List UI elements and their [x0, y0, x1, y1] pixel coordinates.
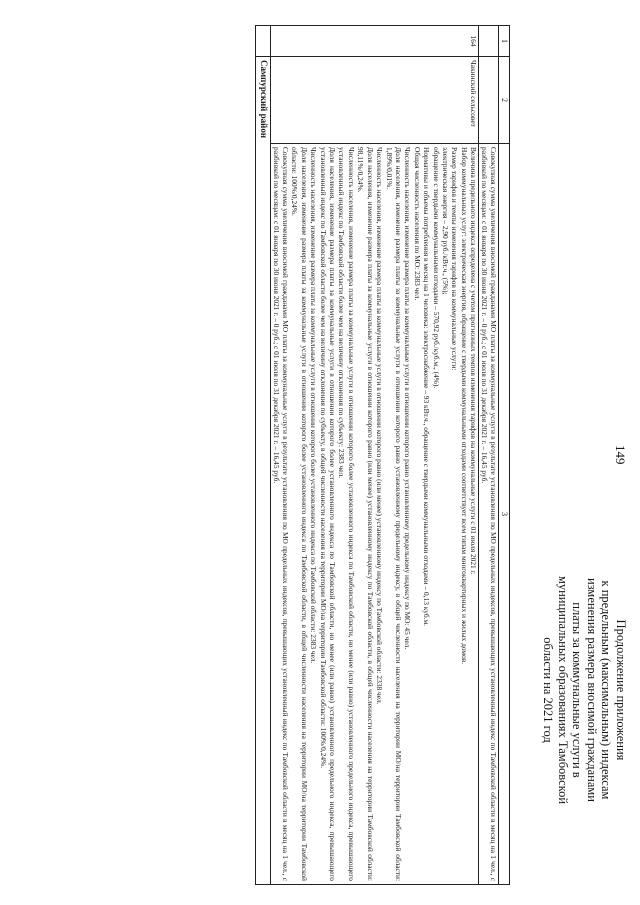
detail-line: Численность населения, изменение размера платы за коммунальные услуги в отношении которого более установленного индекса по Тамбовской области: 2383 чел.: [309, 147, 319, 664]
detail-line: Доля населения, изменение размера платы за коммунальные услуги в отношении которого более установленного индекса по Тамбовской области, в общей численности населения на территории МО/на территории Тамбовской области: 100%/0,24%.: [290, 147, 309, 881]
header-line: к предельным (максимальным) индексам: [599, 580, 614, 800]
page-number: 149: [613, 445, 628, 465]
municipality-name: Чакинский сельсовет: [271, 57, 479, 144]
continued-cell: Совокупная сумма увеличения вносимой гражданами МО платы за коммунальные услуги в результате установления по МО предельных индексов, превышающих установленный индекс по Тамбовской области в месяц на 1 чел., с разбивкой по месяцам: с 01 января по 30 июня 2021 г. – 0 руб.; с 01 июля по 31 декабря 2021 г. – 16,45 руб.: [479, 144, 499, 885]
row-number: 164: [271, 26, 479, 57]
detail-line: Численность населения, изменение размера платы за коммунальные услуги в отношении которого более установленного индекса по Тамбовской области, но менее (или равно) установленного предельного индекса, превышающего установленный индекс по Тамбовской области более чем на величину отклонения по субъекту: 2383 чел.: [337, 147, 356, 881]
column-number-row: [499, 26, 510, 885]
continued-row: [479, 26, 499, 885]
detail-line: Доля населения, изменение размера платы за коммунальные услуги в отношении которого равно установленному предельному индексу, в общей численности населения на территории МО/на территории Тамбовской области: 1,89%/0,01%.: [384, 147, 403, 881]
detail-line: Совокупная сумма увеличения вносимой гражданами МО платы за коммунальные услуги в результате установления по МО предельных индексов, превышающих установленный индекс по Тамбовской области в месяц на 1 чел., с разбивкой по месяцам: с 01 января по 30 июня 2021 г. – 0 руб.; с 01 июля по 31 декабря 2021 г. – 16,45 руб.: [271, 147, 291, 881]
column-number: 1: [499, 26, 510, 57]
detail-line: Доля населения, изменение размера платы за коммунальные услуги в отношении которого более установленного индекса по Тамбовской области, но менее (или равно) установленного предельного индекса, превышающего установленный индекс по Тамбовской области более чем на величину отклонения по субъекту, в общей численности населения на территории МО/на территории Тамбовской области: 100%/0,24%.: [318, 147, 338, 881]
row-details: [271, 144, 479, 885]
detail-line: обращение с твердыми коммунальными отходами – 570,92 руб./куб.м., (4%).: [431, 147, 441, 389]
detail-line: Размер тарифов и темпы изменения тарифов на коммунальные услуги:: [450, 147, 460, 371]
detail-line: Доля населения, изменение размера платы за коммунальные услуги в отношении которого равно (или менее) установленному индексу по Тамбовской области, в общей численности населения на территории Тамбовской области: 98,11%/0,24%.: [356, 147, 375, 881]
detail-line: Величина предельного индекса определена с учетом прогнозных темпов изменения тарифов на коммунальные услуги с 01 июля 2021 г.: [469, 147, 479, 575]
header-line: платы за коммунальные услуги в: [570, 602, 585, 778]
header-line: области на 2021 год: [541, 637, 556, 743]
detail-line: электрическая энергия – 2,90 руб./кВт.ч., (5%);: [440, 147, 450, 295]
column-number: 3: [499, 144, 510, 885]
detail-line: Набор коммунальных услуг: электрическая энергия, обращение с твердыми коммунальными отходами соответствует всем типам многоквартирных и жилых домов.: [459, 147, 469, 665]
detail-line: Численность населения, изменение размера платы за коммунальные услуги в отношении которого равно установленному предельному индексу по МО: 45 чел.: [403, 147, 413, 650]
header-line: изменения размера вносимой гражданами: [585, 577, 599, 802]
detail-line: Нормативы и объемы потребления в месяц на 1 человека: электроснабжение – 93 кВт.ч., обращение с твердыми коммунальными отходами – 0,13 куб.м.: [422, 147, 432, 626]
district-row: [256, 26, 271, 885]
header-line: муниципальных образованиях Тамбовской: [556, 575, 570, 805]
detail-line: Общая численность населения по МО: 2383 чел.: [412, 147, 422, 301]
detail-line: Численность населения, изменение размера платы за коммунальные услуги в отношении которого равно (или менее) установленному индексу по Тамбовской области: 2338 чел.: [375, 147, 385, 705]
appendix-header: [541, 540, 628, 840]
indices-table: [255, 25, 510, 885]
district-name: Сампурский район: [256, 57, 271, 885]
column-number: 2: [499, 57, 510, 144]
table-row: [271, 26, 479, 885]
header-line: Продолжение приложения: [614, 619, 628, 761]
